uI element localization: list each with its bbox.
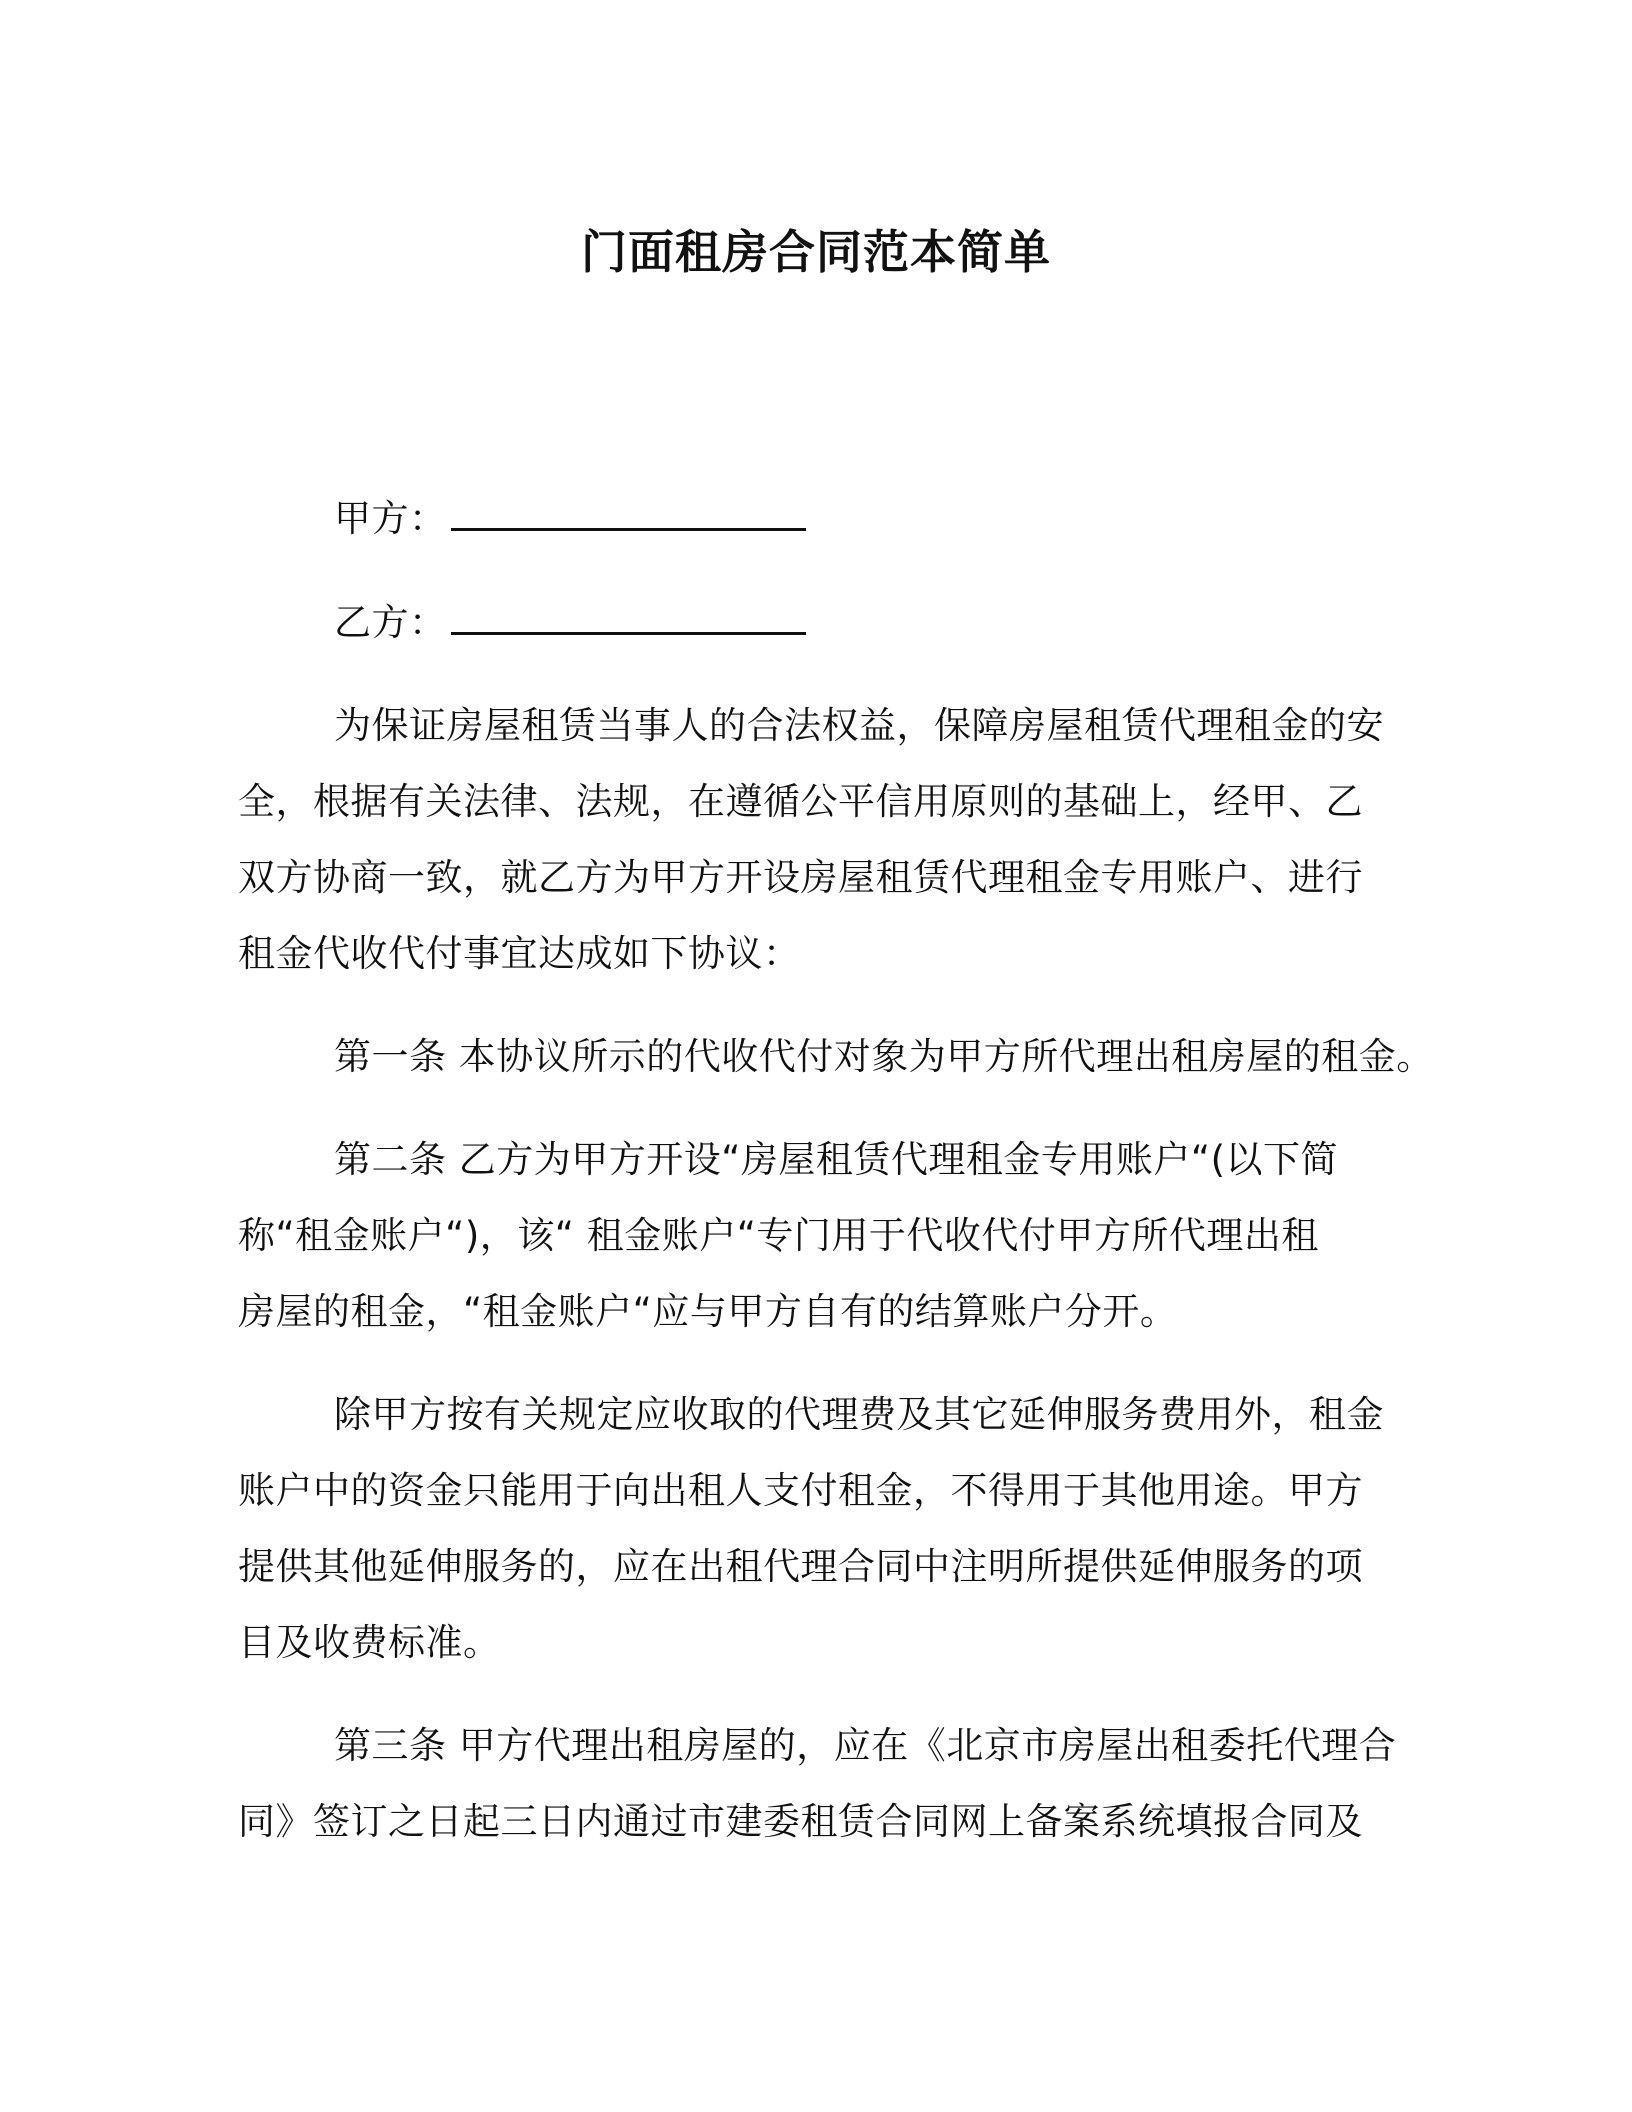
article-2-line: 房屋的租金，“租金账户“应与甲方自有的结算账户分开。 [238,1290,1178,1333]
article-2-line: 称“租金账户“)，该“ 租金账户“专门用于代收代付甲方所代理出租 [238,1214,1319,1257]
party-a-label: 甲方： [334,497,447,540]
preamble-line: 全，根据有关法律、法规，在遵循公平信用原则的基础上，经甲、乙 [238,780,1363,823]
preamble-line: 租金代收代付事宜达成如下协议： [238,932,801,975]
article-3-line: 同》签订之日起三日内通过市建委租赁合同网上备案系统填报合同及 [238,1800,1363,1843]
article-2-cont-line: 除甲方按有关规定应收取的代理费及其它延伸服务费用外，租金 [334,1393,1384,1436]
party-b-line [334,598,806,648]
party-b-label: 乙方： [334,601,447,644]
document-title: 门面租房合同范本简单 [581,225,1051,279]
article-2-line: 第二条 乙方为甲方开设“房屋租赁代理租金专用账户“(以下简 [334,1138,1339,1181]
party-a-line [334,494,806,544]
article-2-cont-line: 目及收费标准。 [238,1621,501,1664]
article-2-cont-line: 提供其他延伸服务的，应在出租代理合同中注明所提供延伸服务的项 [238,1545,1363,1588]
article-2-cont-line: 账户中的资金只能用于向出租人支付租金，不得用于其他用途。甲方 [238,1469,1363,1512]
article-3-line: 第三条 甲方代理出租房屋的，应在《北京市房屋出租委托代理合 [334,1724,1397,1767]
party-a-blank[interactable] [451,502,806,531]
article-1-line: 第一条 本协议所示的代收代付对象为甲方所代理出租房屋的租金。 [334,1035,1434,1078]
preamble-line: 为保证房屋租赁当事人的合法权益，保障房屋租赁代理租金的安 [334,704,1384,747]
preamble-line: 双方协商一致，就乙方为甲方开设房屋租赁代理租金专用账户、进行 [238,856,1363,899]
party-b-blank[interactable] [451,606,806,635]
